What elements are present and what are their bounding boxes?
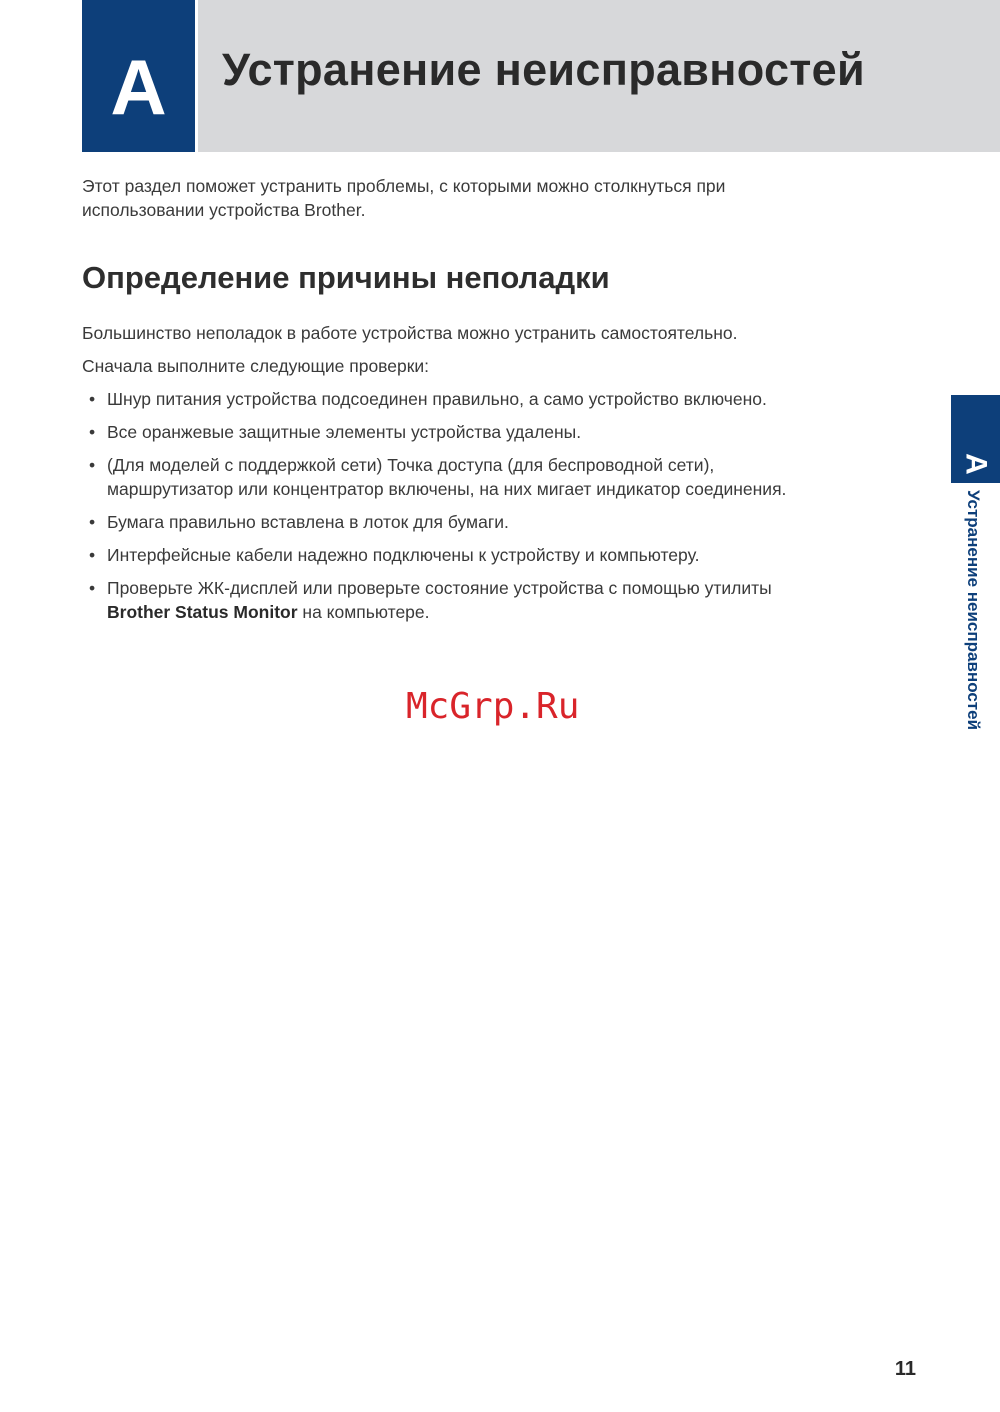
intro-paragraph: Этот раздел поможет устранить проблемы, с которыми можно столкнуться при использовании устройства Brother. [82, 176, 726, 220]
chapter-letter-block [82, 0, 195, 152]
chapter-title: Устранение неисправностей [222, 44, 865, 95]
bullet-icon: • [89, 512, 96, 532]
bullet-icon: • [89, 578, 96, 598]
bullet-icon: • [89, 545, 96, 565]
list-item-text: Шнур питания устройства подсоединен правильно, а само устройство включено. [107, 389, 767, 409]
list-item-text: маршрутизатор или концентратор включены, на них мигает индикатор соединения. [107, 479, 787, 499]
bullet-icon: • [89, 389, 96, 409]
list-item-text: Проверьте ЖК-дисплей или проверьте состояние устройства с помощью утилиты [107, 578, 772, 598]
watermark: McGrp.Ru [406, 686, 580, 727]
section-paragraph: Большинство неполадок в работе устройства можно устранить самостоятельно. [82, 323, 738, 343]
checklist [82, 387, 882, 633]
section-paragraph: Сначала выполните следующие проверки: [82, 356, 430, 376]
list-item [82, 420, 882, 444]
section-heading: Определение причины неполадки [82, 260, 610, 295]
list-item [82, 576, 882, 624]
list-item-text: на компьютере. [297, 602, 430, 622]
list-item-text: Все оранжевые защитные элементы устройства удалены. [107, 422, 582, 442]
bullet-icon: • [89, 455, 96, 475]
list-item [82, 387, 882, 411]
list-item-text: Бумага правильно вставлена в лоток для бумаги. [107, 512, 509, 532]
utility-name: Brother Status Monitor [107, 602, 298, 622]
list-item [82, 510, 882, 534]
bullet-icon: • [89, 422, 96, 442]
list-item [82, 543, 882, 567]
list-item-text: (Для моделей с поддержкой сети) Точка доступа (для беспроводной сети), [107, 455, 715, 475]
list-item [82, 453, 882, 501]
chapter-letter: A [110, 43, 167, 131]
list-item-text: Интерфейсные кабели надежно подключены к устройству и компьютеру. [107, 545, 700, 565]
side-tab-label: Устранение неисправностей [964, 490, 983, 731]
side-tab-letter: A [959, 453, 993, 475]
page-number: 11 [894, 1358, 916, 1380]
side-tab [951, 395, 1000, 483]
